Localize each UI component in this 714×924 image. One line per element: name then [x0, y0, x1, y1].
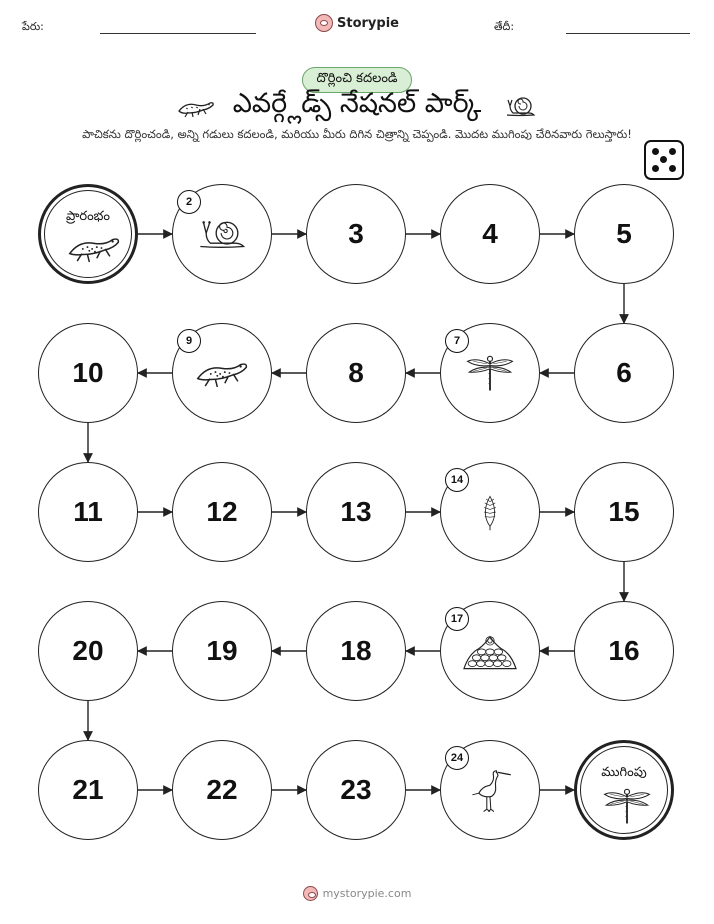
heron-icon	[466, 766, 514, 814]
board-space-11	[38, 462, 138, 562]
lizard-icon	[194, 354, 250, 392]
board-space-23	[306, 740, 406, 840]
name-label: పేరు:	[22, 20, 44, 33]
board-space-17	[440, 601, 540, 701]
start-label: ప్రారంభం	[65, 209, 111, 224]
date-label: తేదీ:	[494, 20, 515, 33]
space-number-badge: 9	[177, 329, 201, 353]
space-number-badge: 14	[445, 468, 469, 492]
space-number: 5	[616, 218, 632, 249]
space-number: 16	[608, 635, 640, 666]
space-number: 8	[348, 357, 364, 388]
board-space-7	[440, 323, 540, 423]
sawgrass-icon	[477, 488, 503, 536]
space-number: 11	[73, 496, 103, 527]
dragonfly-icon	[465, 352, 515, 394]
space-number: 10	[72, 357, 104, 388]
board-space-19	[172, 601, 272, 701]
shell-mound-icon	[460, 630, 520, 672]
finish-label: ముగింపు	[601, 765, 647, 780]
board-space-6	[574, 323, 674, 423]
snail-icon	[197, 217, 247, 251]
board-space-10	[38, 323, 138, 423]
lizard-icon	[66, 229, 122, 267]
space-number: 3	[348, 218, 364, 249]
board-space-12	[172, 462, 272, 562]
footer-site[interactable]: mystorypie.com	[322, 887, 412, 900]
space-number: 21	[72, 774, 104, 805]
board-space-21	[38, 740, 138, 840]
board-space-15	[574, 462, 674, 562]
space-number: 22	[206, 774, 238, 805]
board-space-5	[574, 184, 674, 284]
board-space-9	[172, 323, 272, 423]
board-space-4	[440, 184, 540, 284]
footer	[0, 886, 714, 901]
space-number-badge: 24	[445, 746, 469, 770]
board-space-18	[306, 601, 406, 701]
finish-space	[574, 740, 674, 840]
board-space-8	[306, 323, 406, 423]
board-space-22	[172, 740, 272, 840]
board-space-13	[306, 462, 406, 562]
start-space	[38, 184, 138, 284]
storypie-logo-icon	[303, 886, 318, 901]
board-space-14	[440, 462, 540, 562]
space-number: 23	[340, 774, 372, 805]
board-space-20	[38, 601, 138, 701]
instructions: పాచికను దొర్లించండి, అన్ని గడులు కదలండి, మరియు మీరు దిగిన చిత్రాన్ని చెప్పండి. మొదట ముగింపు చేరినవారు గెలుస్తారు!	[82, 127, 632, 141]
board-space-3	[306, 184, 406, 284]
page-title: ఎవర్గ్లేడ్స్ నేషనల్ పార్క్	[232, 88, 482, 119]
board-space-16	[574, 601, 674, 701]
space-number: 15	[608, 496, 640, 527]
space-number: 18	[340, 635, 372, 666]
space-number-badge: 17	[445, 607, 469, 631]
space-number: 13	[340, 496, 372, 527]
space-number: 4	[482, 218, 498, 249]
space-number-badge: 2	[177, 190, 201, 214]
space-number: 6	[616, 357, 632, 388]
space-number-badge: 7	[445, 329, 469, 353]
brand-name: Storypie	[337, 15, 399, 31]
dragonfly-icon	[602, 785, 652, 827]
board-space-2	[172, 184, 272, 284]
space-number: 20	[72, 635, 104, 666]
board-space-24	[440, 740, 540, 840]
space-number: 19	[206, 635, 238, 666]
space-number: 12	[206, 496, 238, 527]
roll-and-move-badge: దొర్లించి కదలండి	[302, 67, 412, 93]
